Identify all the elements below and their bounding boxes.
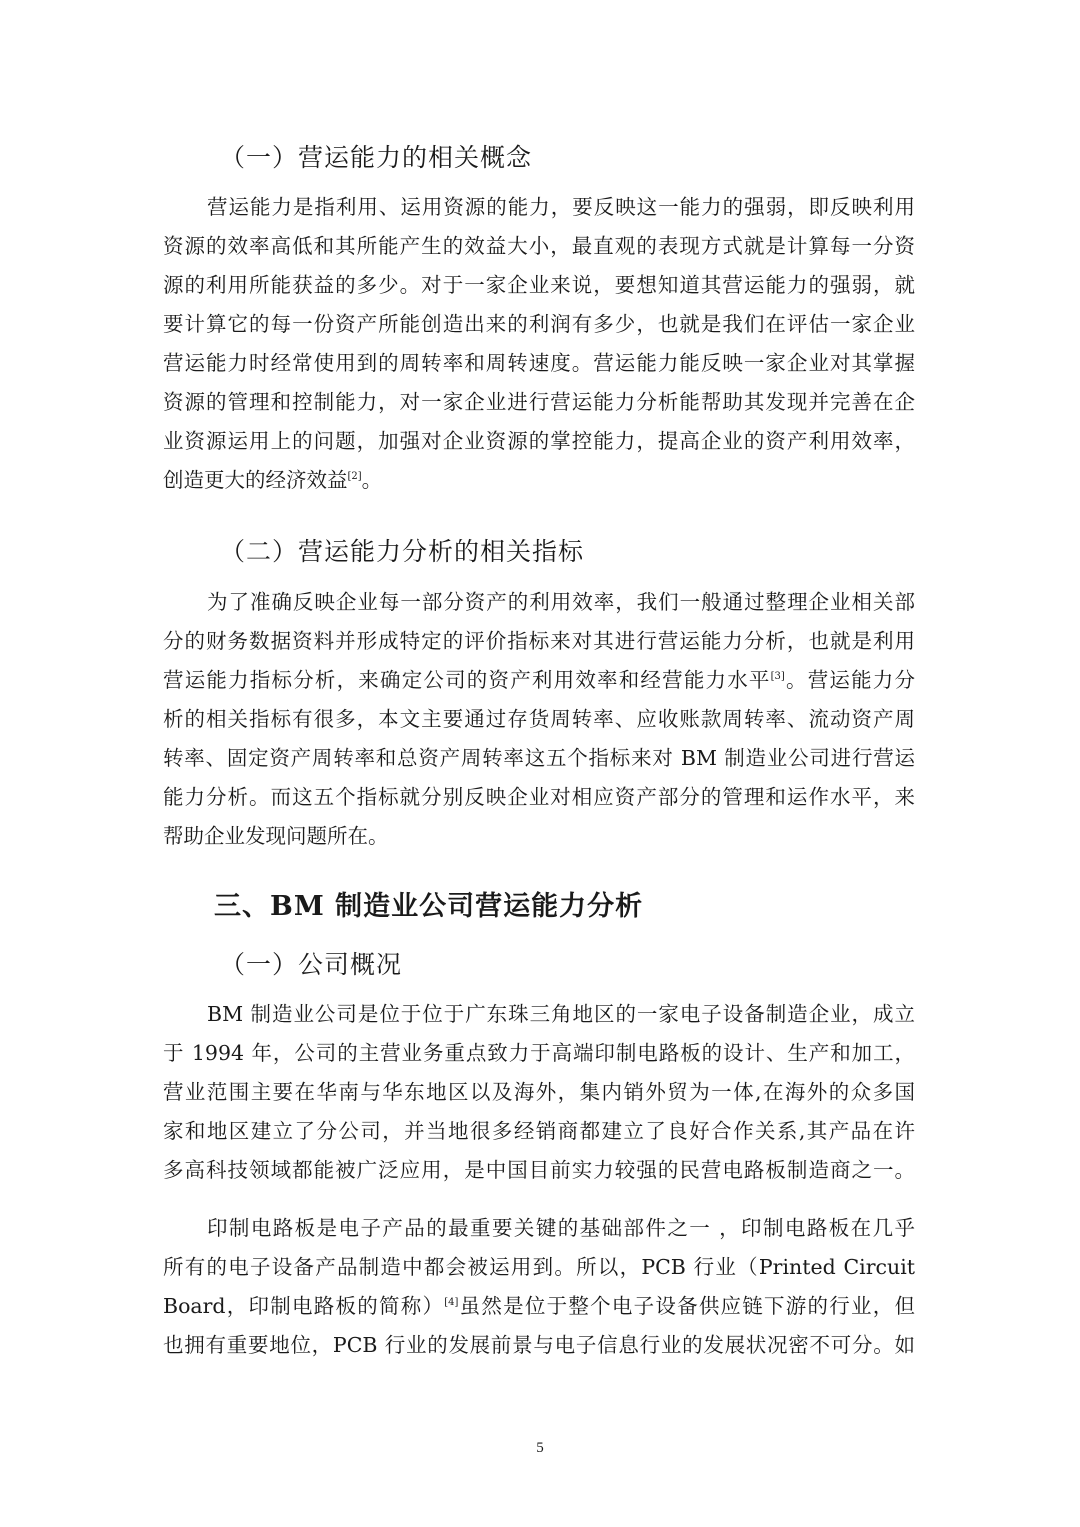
- text-line: 于 1994 年，公司的主营业务重点致力于高端印制电路板的设计、生产和加工，: [163, 1041, 915, 1065]
- page-number: 5: [536, 1440, 544, 1456]
- section-heading-operating-capacity-concept: （一）营运能力的相关概念: [220, 143, 533, 172]
- section-heading-company-overview: （一）公司概况: [220, 950, 403, 979]
- text-line: 印制电路板是电子产品的最重要关键的基础部件之一 ，印制电路板在几乎: [207, 1216, 915, 1240]
- citation-ref: [4]: [444, 1297, 459, 1309]
- section-heading-operating-capacity-indicators: （二）营运能力分析的相关指标: [220, 537, 585, 566]
- text-line: 家和地区建立了分公司，并当地很多经销商都建立了良好合作关系,其产品在许: [163, 1119, 915, 1143]
- text-line: 要计算它的每一份资产所能创造出来的利润有多少，也就是我们在评估一家企业: [163, 312, 915, 336]
- text-line: [163, 461, 915, 500]
- paragraph-operating-capacity-concept: [163, 188, 915, 500]
- text-line: 多高科技领域都能被广泛应用，是中国目前实力较强的民营电路板制造商之一。: [163, 1158, 915, 1182]
- text-fragment: 。营运能力分: [784, 668, 916, 692]
- text-line: 也拥有重要地位，PCB 行业的发展前景与电子信息行业的发展状况密不可分。如: [163, 1333, 915, 1357]
- text-line: 为了准确反映企业每一部分资产的利用效率，我们一般通过整理企业相关部: [207, 590, 915, 614]
- paragraph-pcb-industry: [163, 1209, 915, 1365]
- text-line: 分的财务数据资料并形成特定的评价指标来对其进行营运能力分析，也就是利用: [163, 629, 915, 653]
- text-line: [163, 1287, 915, 1326]
- citation-ref: [3]: [770, 671, 785, 683]
- text-line: 业资源运用上的问题，加强对企业资源的掌控能力，提高企业的资产利用效率，: [163, 429, 915, 453]
- text-fragment: 创造更大的经济效益: [163, 468, 348, 492]
- text-line: 营运能力时经常使用到的周转率和周转速度。营运能力能反映一家企业对其掌握: [163, 351, 915, 375]
- text-line: 营运能力是指利用、运用资源的能力，要反映这一能力的强弱，即反映利用: [207, 195, 915, 219]
- text-line: [163, 661, 915, 700]
- text-fragment: 虽然是位于整个电子设备供应链下游的行业，但: [458, 1294, 916, 1318]
- text-line: BM 制造业公司是位于位于广东珠三角地区的一家电子设备制造企业，成立: [207, 1002, 915, 1026]
- text-line: 析的相关指标有很多，本文主要通过存货周转率、应收账款周转率、流动资产周: [163, 707, 915, 731]
- chapter-heading-bm-operating-analysis: 三、BM 制造业公司营运能力分析: [214, 891, 644, 922]
- citation-ref: [2]: [347, 471, 362, 483]
- text-line: 源的利用所能获益的多少。对于一家企业来说，要想知道其营运能力的强弱，就: [163, 273, 915, 297]
- text-line: 资源的管理和控制能力，对一家企业进行营运能力分析能帮助其发现并完善在企: [163, 390, 915, 414]
- text-line: 所有的电子设备产品制造中都会被运用到。所以，PCB 行业（Printed Circuit: [163, 1255, 915, 1279]
- text-fragment: 营运能力指标分析，来确定公司的资产利用效率和经营能力水平: [163, 668, 771, 692]
- text-fragment: 。: [361, 468, 383, 492]
- paragraph-company-overview: [163, 995, 915, 1190]
- text-line: 帮助企业发现问题所在。: [163, 824, 389, 848]
- text-line: 营业范围主要在华南与华东地区以及海外，集内销外贸为一体,在海外的众多国: [163, 1080, 915, 1104]
- text-fragment: Board，印制电路板的简称）: [163, 1294, 445, 1318]
- text-line: 能力分析。而这五个指标就分别反映企业对相应资产部分的管理和运作水平，来: [163, 785, 915, 809]
- text-line: 资源的效率高低和其所能产生的效益大小，最直观的表现方式就是计算每一分资: [163, 234, 915, 258]
- paragraph-operating-capacity-indicators: [163, 583, 915, 856]
- text-line: 转率、固定资产周转率和总资产周转率这五个指标来对 BM 制造业公司进行营运: [163, 746, 915, 770]
